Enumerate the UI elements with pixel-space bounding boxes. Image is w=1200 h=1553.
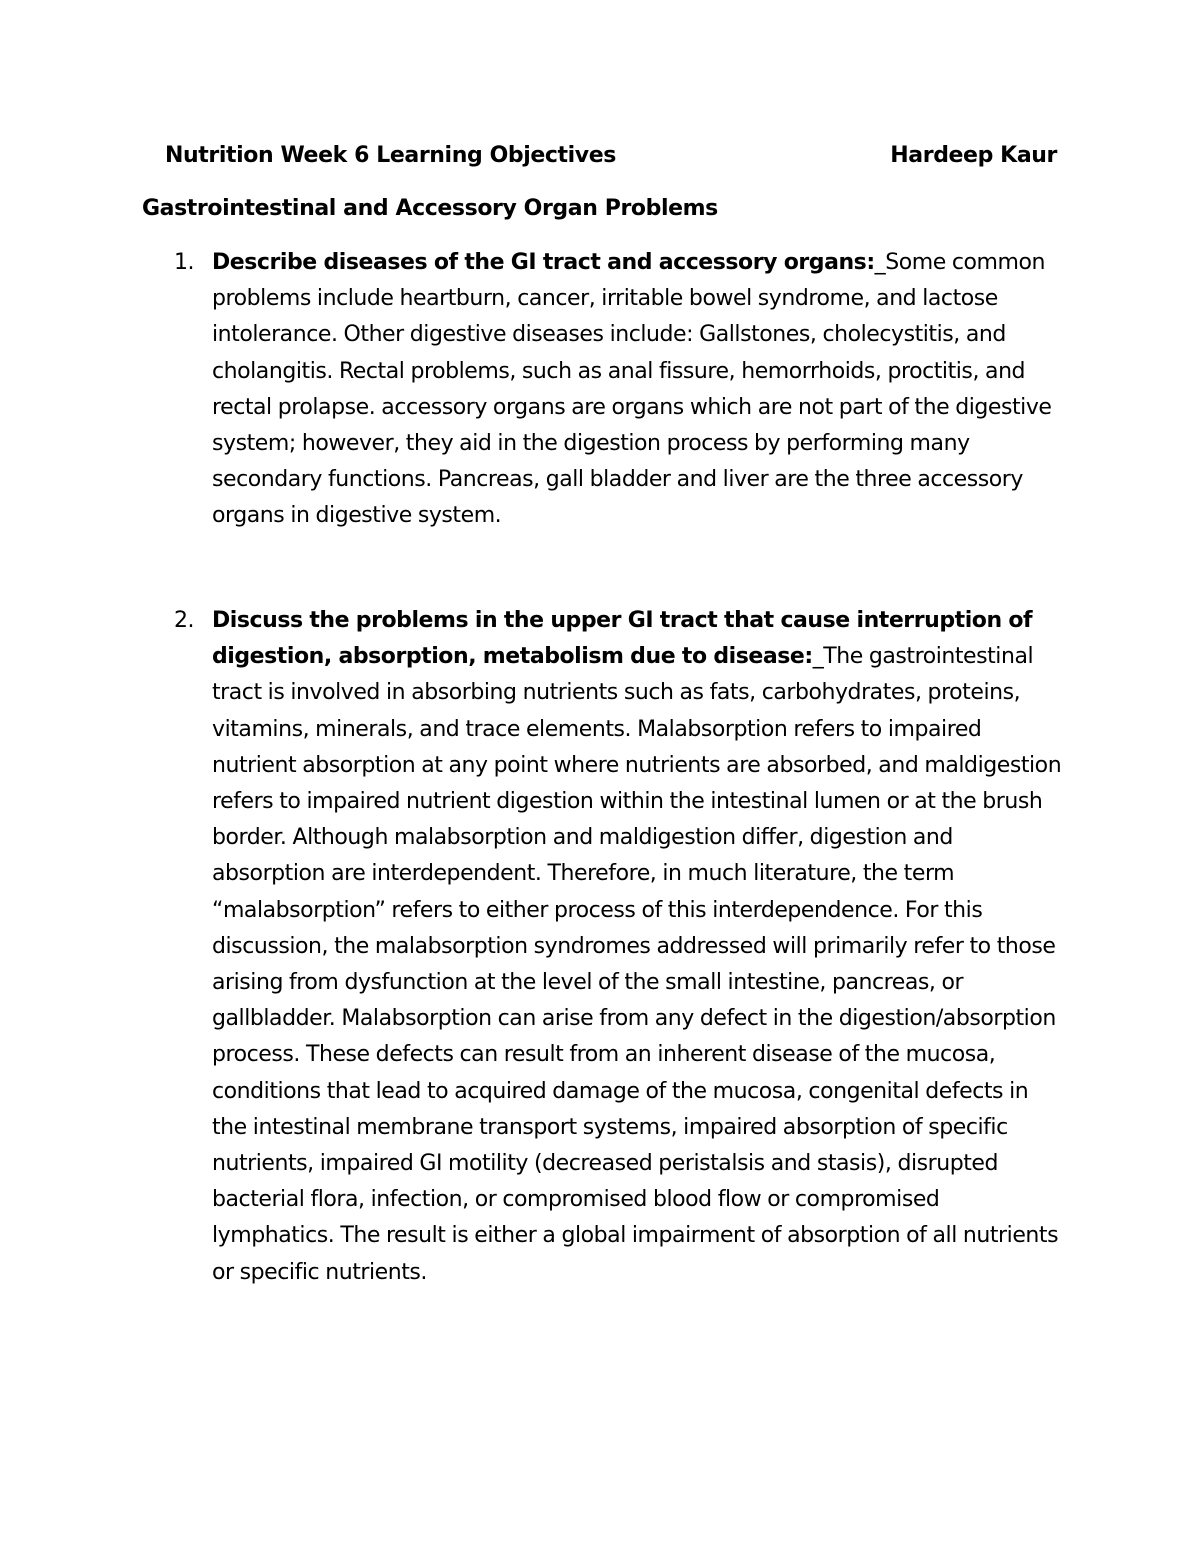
document-header [165,143,1057,179]
objective-label: Describe diseases of the GI tract and accessory organs: [212,250,875,275]
objective-number: 1. [174,250,195,275]
objective-label: Discuss the problems in the upper GI tract that cause interruption of digestion, absorption, metabolism due to disease: [212,608,1033,670]
objective-item [174,245,1064,535]
section-heading: Gastrointestinal and Accessory Organ Problems [142,196,718,221]
objective-text: _Some common problems include heartburn, cancer, irritable bowel syndrome, and lactose intolerance. Other digestive diseases include: Gallstones, cholecystitis, and cholangitis. Rectal problems, such as anal fissure, hemorrhoids, proctitis, and rectal prolapse. accessory organs are organs which are not part of the digestive system; however, they aid in the digestion process by performing many secondary functions. Pancreas, gall bladder and liver are the three accessory organs in digestive system. [212,250,1052,529]
objective-item [174,603,1064,1291]
document-title: Nutrition Week 6 Learning Objectives [165,143,616,168]
author-name: Hardeep Kaur [890,143,1057,168]
objective-text: _The gastrointestinal tract is involved in absorbing nutrients such as fats, carbohydrates, proteins, vitamins, minerals, and trace elements. Malabsorption refers to impaired nutrient absorption at any point where nutrients are absorbed, and maldigestion refers to impaired nutrient digestion within the intestinal lumen or at the brush border. Although malabsorption and maldigestion differ, digestion and absorption are interdependent. Therefore, in much literature, the term “malabsorption” refers to either process of this interdependence. For this discussion, the malabsorption syndromes addressed will primarily refer to those arising from dysfunction at the level of the small intestine, pancreas, or gallbladder. Malabsorption can arise from any defect in the digestion/absorption process. These defects can result from an inherent disease of the mucosa, conditions that lead to acquired damage of the mucosa, congenital defects in the intestinal membrane transport systems, impaired absorption of specific nutrients, impaired GI motility (decreased peristalsis and stasis), disrupted bacterial flora, infection, or compromised blood flow or compromised lymphatics. The result is either a global impairment of absorption of all nutrients or specific nutrients. [212,644,1062,1285]
objective-number: 2. [174,608,195,633]
